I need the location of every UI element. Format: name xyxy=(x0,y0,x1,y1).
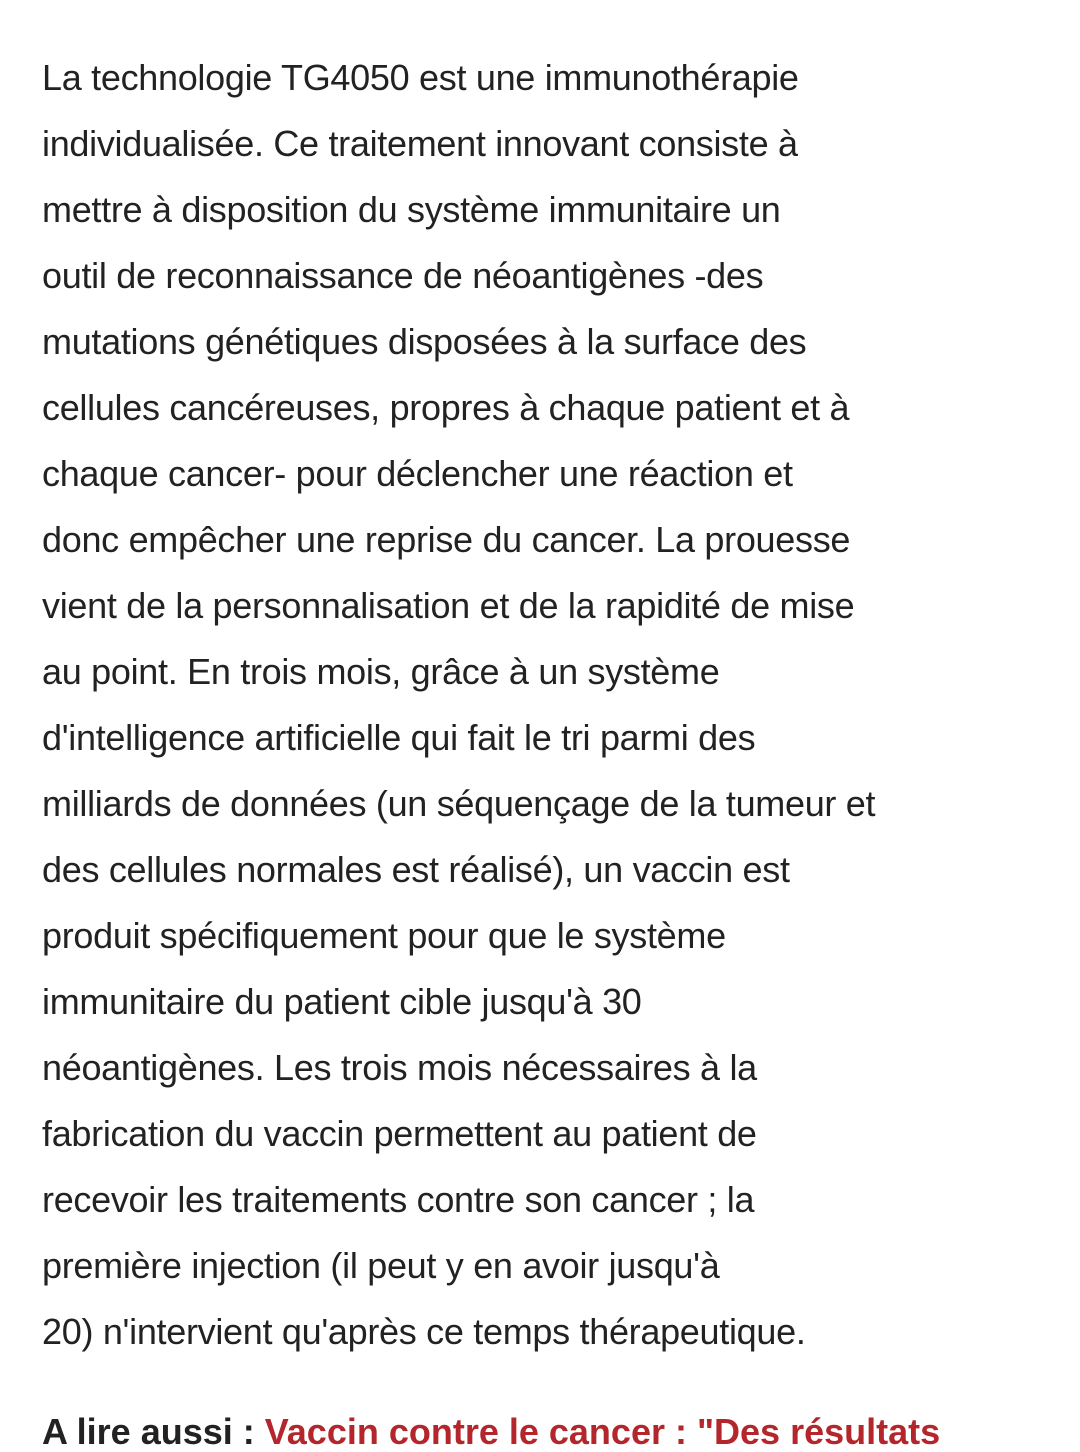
paragraph-line: outil de reconnaissance de néoantigènes -des xyxy=(42,255,764,296)
paragraph-line: 20) n'intervient qu'après ce temps thérapeutique. xyxy=(42,1311,806,1352)
paragraph-line: cellules cancéreuses, propres à chaque patient et à xyxy=(42,387,850,428)
paragraph-line: néoantigènes. Les trois mois nécessaires à la xyxy=(42,1047,757,1088)
paragraph-line: des cellules normales est réalisé), un vaccin est xyxy=(42,849,790,890)
paragraph-line: La technologie TG4050 est une immunothérapie xyxy=(42,57,799,98)
paragraph-line: immunitaire du patient cible jusqu'à 30 xyxy=(42,981,642,1022)
paragraph-line: produit spécifiquement pour que le système xyxy=(42,915,726,956)
paragraph-line: mettre à disposition du système immunitaire un xyxy=(42,189,781,230)
read-also-label: A lire aussi : xyxy=(42,1411,265,1452)
paragraph-line: individualisée. Ce traitement innovant consiste à xyxy=(42,123,798,164)
paragraph-line: mutations génétiques disposées à la surface des xyxy=(42,321,807,362)
read-also-link[interactable]: Vaccin contre le cancer : "Des résultats xyxy=(264,1411,941,1452)
paragraph-line: au point. En trois mois, grâce à un système xyxy=(42,651,720,692)
article-body xyxy=(42,45,1052,1365)
paragraph-line: recevoir les traitements contre son cancer ; la xyxy=(42,1179,755,1220)
read-also-line xyxy=(42,1412,940,1452)
paragraph-line: chaque cancer- pour déclencher une réaction et xyxy=(42,453,793,494)
paragraph-line: première injection (il peut y en avoir jusqu'à xyxy=(42,1245,720,1286)
paragraph-line: vient de la personnalisation et de la rapidité de mise xyxy=(42,585,855,626)
paragraph-line: milliards de données (un séquençage de la tumeur et xyxy=(42,783,876,824)
paragraph-line: donc empêcher une reprise du cancer. La prouesse xyxy=(42,519,851,560)
paragraph-line: fabrication du vaccin permettent au patient de xyxy=(42,1113,757,1154)
paragraph-line: d'intelligence artificielle qui fait le tri parmi des xyxy=(42,717,756,758)
